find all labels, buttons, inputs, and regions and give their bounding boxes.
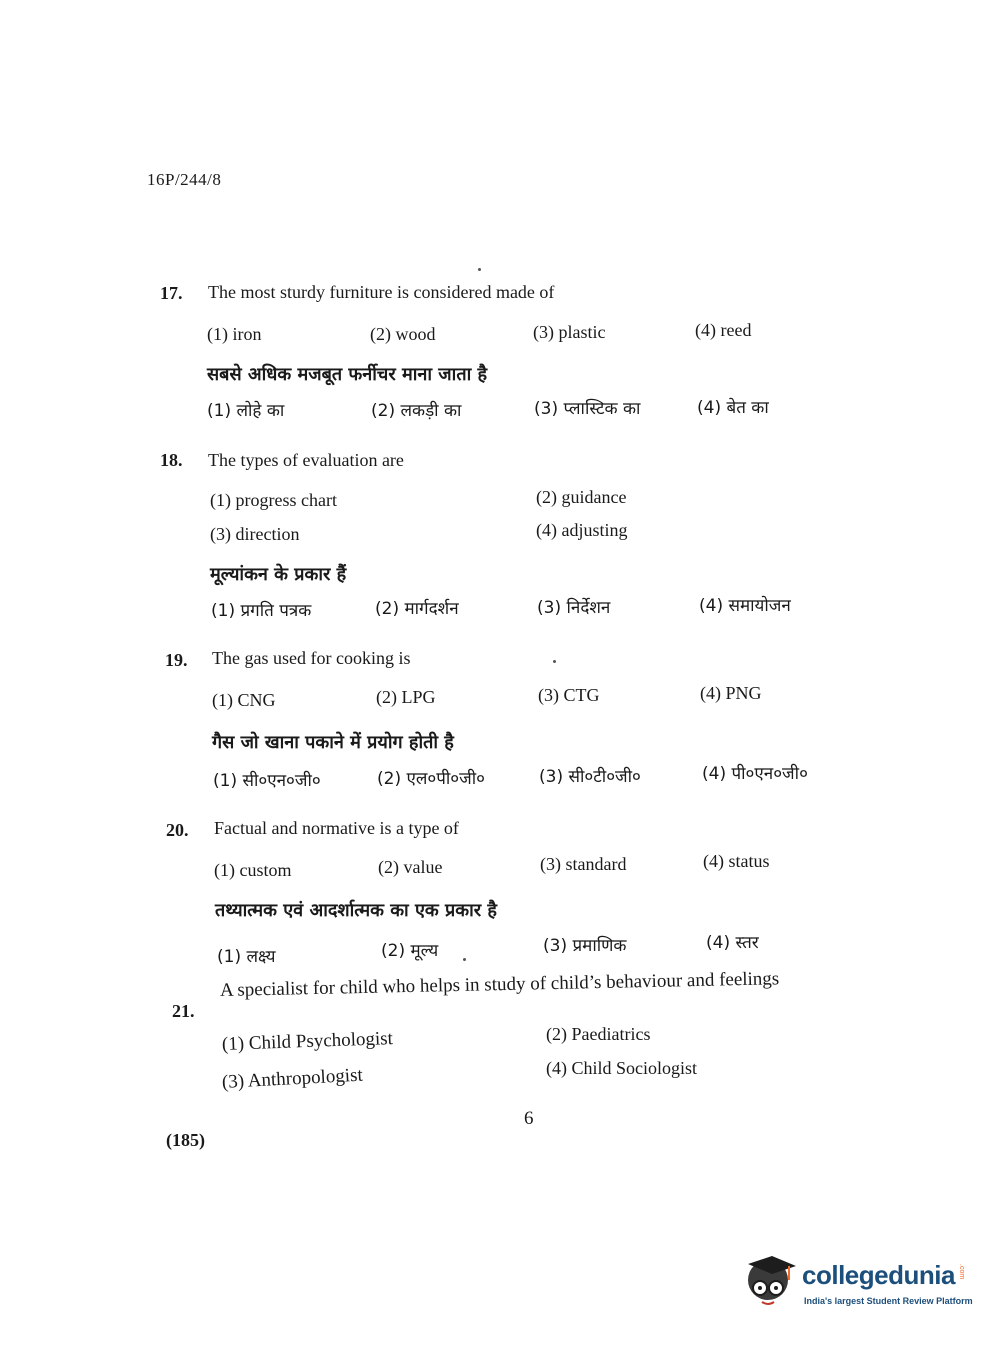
hindi-option-1: (1) लक्ष्य xyxy=(217,947,276,967)
option-3: (3) direction xyxy=(210,524,300,544)
hindi-option-4: (4) समायोजन xyxy=(699,596,791,616)
option-1: (1) iron xyxy=(207,324,262,344)
option-3: (3) plastic xyxy=(533,322,606,342)
hindi-question-text: गैस जो खाना पकाने में प्रयोग होती है xyxy=(212,732,454,753)
hindi-option-3: (3) सी०टी०जी० xyxy=(539,767,641,787)
option-2: (2) wood xyxy=(370,324,436,344)
hindi-option-1: (1) सी०एन०जी० xyxy=(213,771,321,791)
question-text: Factual and normative is a type of xyxy=(214,818,459,838)
hindi-question-text: सबसे अधिक मजबूत फर्नीचर माना जाता है xyxy=(207,364,488,385)
option-4: (4) PNG xyxy=(700,683,762,703)
scan-speck xyxy=(463,958,466,961)
option-2: (2) LPG xyxy=(376,687,436,707)
hindi-option-3: (3) प्लास्टिक का xyxy=(534,399,641,419)
mascot-icon xyxy=(742,1250,800,1312)
paper-code: 16P/244/8 xyxy=(147,170,222,189)
question-number: 18. xyxy=(160,450,183,470)
option-4: (4) Child Sociologist xyxy=(546,1058,698,1078)
option-1: (1) custom xyxy=(214,860,292,880)
logo-suffix: .com xyxy=(958,1264,965,1280)
question-text: A specialist for child who helps in study of child’s behaviour and feelings xyxy=(219,968,780,1001)
hindi-option-1: (1) लोहे का xyxy=(207,401,285,421)
footer-code: (185) xyxy=(166,1130,205,1150)
hindi-option-4: (4) स्तर xyxy=(706,933,759,953)
hindi-option-4: (4) पी०एन०जी० xyxy=(702,764,808,784)
hindi-option-3: (3) निर्देशन xyxy=(537,598,611,618)
option-3: (3) standard xyxy=(540,854,627,874)
option-3: (3) Anthropologist xyxy=(221,1064,364,1093)
page-number: 6 xyxy=(524,1108,534,1129)
hindi-option-2: (2) मार्गदर्शन xyxy=(375,599,459,619)
scan-speck xyxy=(478,268,481,271)
question-number: 19. xyxy=(165,650,188,670)
option-2: (2) guidance xyxy=(536,487,627,507)
option-1: (1) progress chart xyxy=(210,490,337,510)
scan-speck xyxy=(553,660,556,663)
option-4: (4) adjusting xyxy=(536,520,628,540)
option-3: (3) CTG xyxy=(538,685,600,705)
hindi-option-2: (2) मूल्य xyxy=(381,941,439,961)
option-4: (4) reed xyxy=(695,320,752,340)
logo-tagline: India's largest Student Review Platform xyxy=(804,1296,973,1306)
question-number: 17. xyxy=(160,283,183,303)
option-2: (2) value xyxy=(378,857,443,877)
hindi-question-text: मूल्यांकन के प्रकार हैं xyxy=(210,564,347,585)
hindi-option-1: (1) प्रगति पत्रक xyxy=(211,601,312,621)
option-4: (4) status xyxy=(703,851,770,871)
question-number: 20. xyxy=(166,820,189,840)
question-text: The gas used for cooking is xyxy=(212,648,411,668)
question-text: The types of evaluation are xyxy=(208,450,404,470)
hindi-option-3: (3) प्रमाणिक xyxy=(543,936,627,956)
logo-wordmark: collegedunia xyxy=(802,1260,955,1290)
collegedunia-logo xyxy=(742,1250,972,1320)
hindi-option-2: (2) लकड़ी का xyxy=(371,401,462,421)
hindi-option-2: (2) एल०पी०जी० xyxy=(377,769,486,789)
hindi-option-4: (4) बेत का xyxy=(697,398,769,418)
option-1: (1) CNG xyxy=(212,690,276,710)
option-1: (1) Child Psychologist xyxy=(221,1028,394,1055)
question-number: 21. xyxy=(172,1001,195,1021)
question-text: The most sturdy furniture is considered made of xyxy=(208,282,555,302)
option-2: (2) Paediatrics xyxy=(546,1024,651,1044)
hindi-question-text: तथ्यात्मक एवं आदर्शात्मक का एक प्रकार है xyxy=(215,900,497,921)
